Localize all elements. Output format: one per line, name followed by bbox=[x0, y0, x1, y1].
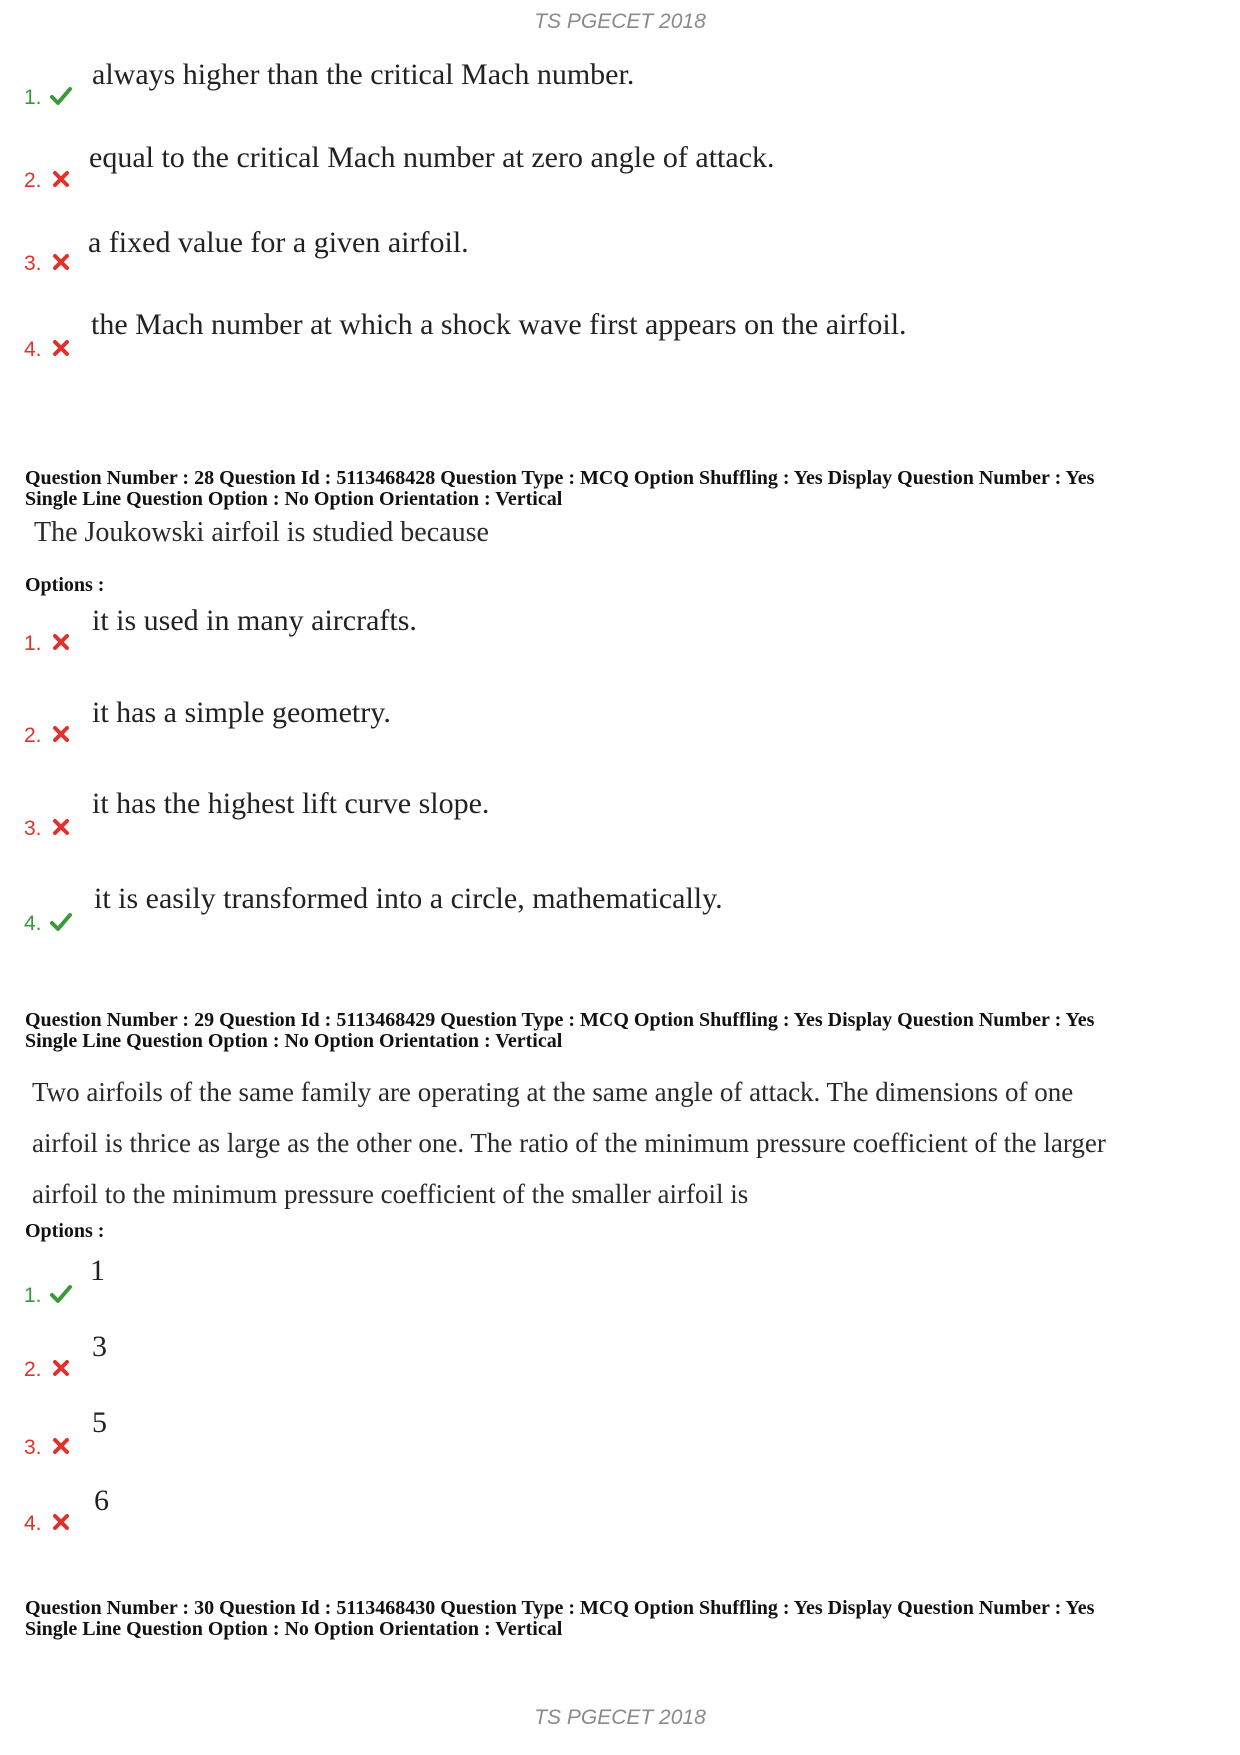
wrong-cross-icon bbox=[50, 338, 72, 358]
option-number: 4. bbox=[24, 338, 42, 361]
option-number: 1. bbox=[24, 632, 42, 655]
question-text-line: Two airfoils of the same family are operating at the same angle of attack. The dimensions of one bbox=[32, 1077, 1074, 1107]
option-text: it has a simple geometry. bbox=[92, 696, 391, 729]
question-text: The Joukowski airfoil is studied because bbox=[34, 517, 489, 548]
option-number: 4. bbox=[24, 912, 42, 935]
question-meta-line-2: Single Line Question Option : No Option Orientation : Vertical bbox=[25, 488, 563, 510]
option-number: 2. bbox=[24, 724, 42, 747]
option-text: a fixed value for a given airfoil. bbox=[88, 226, 469, 259]
option-number: 1. bbox=[24, 86, 42, 109]
option-number: 1. bbox=[24, 1284, 42, 1307]
option-text: always higher than the critical Mach number. bbox=[92, 58, 635, 91]
page-header: TS PGECET 2018 bbox=[534, 10, 706, 33]
wrong-cross-icon bbox=[50, 1358, 72, 1378]
option-text: 1 bbox=[90, 1254, 105, 1287]
page-footer: TS PGECET 2018 bbox=[534, 1706, 706, 1729]
wrong-cross-icon bbox=[50, 817, 72, 837]
correct-check-icon bbox=[50, 912, 72, 932]
wrong-cross-icon bbox=[50, 1436, 72, 1456]
option-text: 6 bbox=[94, 1484, 109, 1517]
question-text bbox=[32, 1067, 1106, 1220]
wrong-cross-icon bbox=[50, 252, 72, 272]
question-meta-line-1: Question Number : 28 Question Id : 5113468428 Question Type : MCQ Option Shuffling : Yes Display Question Number : Yes bbox=[25, 467, 1095, 489]
correct-check-icon bbox=[50, 1284, 72, 1304]
question-meta-line-2: Single Line Question Option : No Option Orientation : Vertical bbox=[25, 1030, 563, 1052]
wrong-cross-icon bbox=[50, 632, 72, 652]
option-text: 3 bbox=[92, 1330, 107, 1363]
question-meta-line-2: Single Line Question Option : No Option Orientation : Vertical bbox=[25, 1618, 563, 1640]
option-number: 3. bbox=[24, 252, 42, 275]
option-text: the Mach number at which a shock wave first appears on the airfoil. bbox=[91, 308, 907, 341]
options-label: Options : bbox=[25, 574, 105, 596]
correct-check-icon bbox=[50, 86, 72, 106]
wrong-cross-icon bbox=[50, 724, 72, 744]
options-label: Options : bbox=[25, 1220, 105, 1242]
option-text: it is easily transformed into a circle, mathematically. bbox=[94, 882, 723, 915]
question-meta-line-1: Question Number : 30 Question Id : 5113468430 Question Type : MCQ Option Shuffling : Yes Display Question Number : Yes bbox=[25, 1597, 1095, 1619]
option-text: 5 bbox=[92, 1406, 107, 1439]
question-text-line: airfoil to the minimum pressure coefficient of the smaller airfoil is bbox=[32, 1179, 749, 1209]
option-text: it has the highest lift curve slope. bbox=[92, 787, 490, 820]
option-number: 2. bbox=[24, 1358, 42, 1381]
question-meta-line-1: Question Number : 29 Question Id : 5113468429 Question Type : MCQ Option Shuffling : Yes Display Question Number : Yes bbox=[25, 1009, 1095, 1031]
wrong-cross-icon bbox=[50, 169, 72, 189]
option-number: 4. bbox=[24, 1512, 42, 1535]
option-number: 3. bbox=[24, 817, 42, 840]
option-text: it is used in many aircrafts. bbox=[92, 604, 417, 637]
question-text-line: airfoil is thrice as large as the other one. The ratio of the minimum pressure coefficient of the larger bbox=[32, 1128, 1106, 1158]
option-number: 2. bbox=[24, 169, 42, 192]
option-number: 3. bbox=[24, 1436, 42, 1459]
wrong-cross-icon bbox=[50, 1512, 72, 1532]
option-text: equal to the critical Mach number at zero angle of attack. bbox=[89, 141, 775, 174]
